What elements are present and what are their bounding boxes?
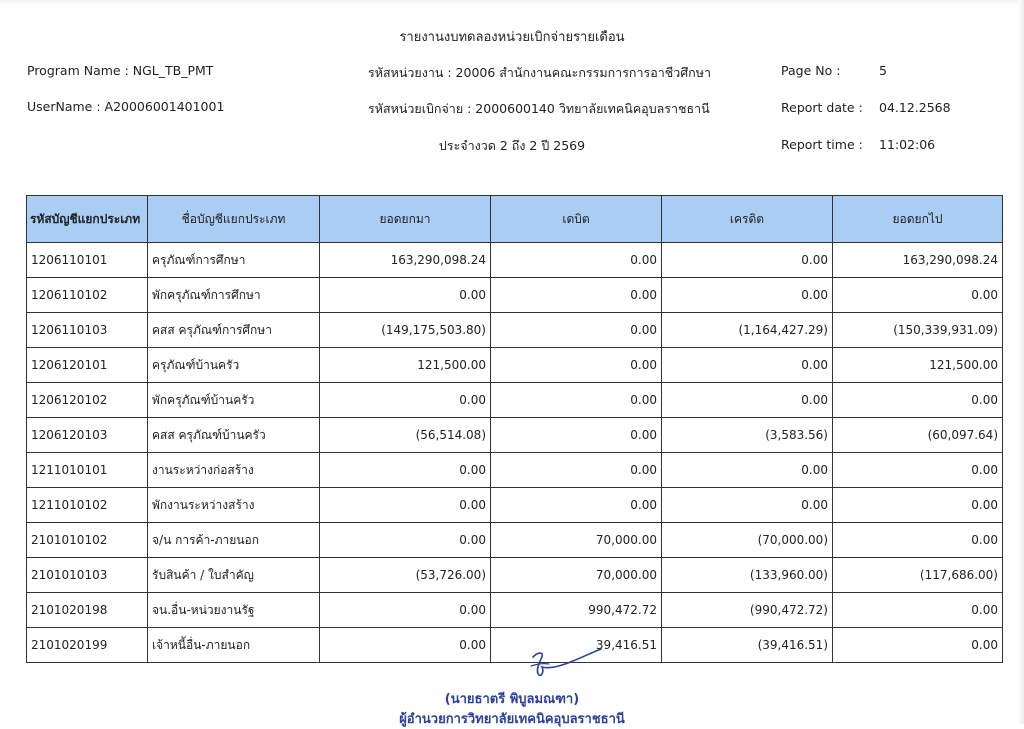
closing-balance-cell: 0.00 bbox=[833, 383, 1003, 418]
debit-cell: 0.00 bbox=[491, 453, 662, 488]
opening-balance-cell: 0.00 bbox=[320, 628, 491, 663]
table-row bbox=[27, 278, 1003, 313]
debit-cell: 0.00 bbox=[491, 348, 662, 383]
closing-balance-cell: 121,500.00 bbox=[833, 348, 1003, 383]
account-name-cell: พักครุภัณฑ์บ้านครัว bbox=[148, 383, 320, 418]
header-credit: เครดิต bbox=[662, 196, 833, 243]
table-row bbox=[27, 558, 1003, 593]
debit-cell: 0.00 bbox=[491, 243, 662, 278]
credit-cell: (990,472.72) bbox=[662, 593, 833, 628]
report-time-label: Report time : bbox=[781, 137, 863, 152]
opening-balance-cell: 0.00 bbox=[320, 383, 491, 418]
table-row bbox=[27, 453, 1003, 488]
account-code-cell: 2101010102 bbox=[27, 523, 148, 558]
page-no-label: Page No : bbox=[781, 63, 841, 78]
account-code-cell: 1206110101 bbox=[27, 243, 148, 278]
credit-cell: 0.00 bbox=[662, 278, 833, 313]
page-no-value: 5 bbox=[879, 63, 887, 78]
report-period: ประจำงวด 2 ถึง 2 ปี 2569 bbox=[438, 138, 586, 153]
debit-cell: 0.00 bbox=[491, 278, 662, 313]
user-name: UserName : A20006001401001 bbox=[27, 99, 225, 114]
signatory-name: (นายธาตรี พิบูลมณฑา) bbox=[444, 692, 580, 707]
closing-balance-cell: 0.00 bbox=[833, 523, 1003, 558]
credit-cell: 0.00 bbox=[662, 488, 833, 523]
opening-balance-cell: 163,290,098.24 bbox=[320, 243, 491, 278]
account-code-cell: 1206120102 bbox=[27, 383, 148, 418]
table-row bbox=[27, 313, 1003, 348]
table-header-row bbox=[27, 196, 1003, 243]
header-account-code: รหัสบัญชีแยกประเภท bbox=[27, 196, 148, 243]
closing-balance-cell: (60,097.64) bbox=[833, 418, 1003, 453]
scan-edge-right bbox=[1018, 0, 1024, 724]
scan-edge bbox=[0, 0, 1024, 6]
credit-cell: 0.00 bbox=[662, 453, 833, 488]
table-row bbox=[27, 383, 1003, 418]
closing-balance-cell: 0.00 bbox=[833, 453, 1003, 488]
agency-code: รหัสหน่วยงาน : 20006 สำนักงานคณะกรรมการการอาชีวศึกษา bbox=[368, 65, 712, 80]
account-code-cell: 1206120101 bbox=[27, 348, 148, 383]
signatory-position: ผู้อำนวยการวิทยาลัยเทคนิคอุบลราชธานี bbox=[399, 712, 625, 727]
credit-cell: (39,416.51) bbox=[662, 628, 833, 663]
opening-balance-cell: (56,514.08) bbox=[320, 418, 491, 453]
account-code-cell: 1206110103 bbox=[27, 313, 148, 348]
debit-cell: 990,472.72 bbox=[491, 593, 662, 628]
disbursement-unit: รหัสหน่วยเบิกจ่าย : 2000600140 วิทยาลัยเทคนิคอุบลราชธานี bbox=[368, 101, 710, 116]
table-body bbox=[27, 243, 1003, 663]
account-name-cell: ครุภัณฑ์บ้านครัว bbox=[148, 348, 320, 383]
table-row bbox=[27, 523, 1003, 558]
opening-balance-cell: 0.00 bbox=[320, 453, 491, 488]
account-code-cell: 2101010103 bbox=[27, 558, 148, 593]
opening-balance-cell: 0.00 bbox=[320, 523, 491, 558]
table-row bbox=[27, 418, 1003, 453]
credit-cell: 0.00 bbox=[662, 383, 833, 418]
table-row bbox=[27, 593, 1003, 628]
opening-balance-cell: (53,726.00) bbox=[320, 558, 491, 593]
credit-cell: (3,583.56) bbox=[662, 418, 833, 453]
closing-balance-cell: 0.00 bbox=[833, 593, 1003, 628]
debit-cell: 0.00 bbox=[491, 488, 662, 523]
account-code-cell: 1206110102 bbox=[27, 278, 148, 313]
debit-cell: 70,000.00 bbox=[491, 558, 662, 593]
program-name: Program Name : NGL_TB_PMT bbox=[27, 63, 214, 78]
opening-balance-cell: 0.00 bbox=[320, 488, 491, 523]
account-name-cell: งานระหว่างก่อสร้าง bbox=[148, 453, 320, 488]
table-row bbox=[27, 628, 1003, 663]
debit-cell: 70,000.00 bbox=[491, 523, 662, 558]
account-name-cell: คสส ครุภัณฑ์บ้านครัว bbox=[148, 418, 320, 453]
credit-cell: (133,960.00) bbox=[662, 558, 833, 593]
report-date-value: 04.12.2568 bbox=[879, 100, 951, 115]
account-code-cell: 1206120103 bbox=[27, 418, 148, 453]
header-debit: เดบิต bbox=[491, 196, 662, 243]
closing-balance-cell: 0.00 bbox=[833, 278, 1003, 313]
header-account-name: ชื่อบัญชีแยกประเภท bbox=[148, 196, 320, 243]
account-name-cell: ครุภัณฑ์การศึกษา bbox=[148, 243, 320, 278]
trial-balance-table bbox=[26, 195, 1003, 663]
closing-balance-cell: 0.00 bbox=[833, 628, 1003, 663]
account-name-cell: จ/น การค้า-ภายนอก bbox=[148, 523, 320, 558]
credit-cell: (70,000.00) bbox=[662, 523, 833, 558]
closing-balance-cell: (150,339,931.09) bbox=[833, 313, 1003, 348]
account-name-cell: พักงานระหว่างสร้าง bbox=[148, 488, 320, 523]
report-date-label: Report date : bbox=[781, 100, 863, 115]
debit-cell: 0.00 bbox=[491, 383, 662, 418]
credit-cell: 0.00 bbox=[662, 243, 833, 278]
account-code-cell: 2101020199 bbox=[27, 628, 148, 663]
credit-cell: (1,164,427.29) bbox=[662, 313, 833, 348]
debit-cell: 0.00 bbox=[491, 313, 662, 348]
report-time-value: 11:02:06 bbox=[879, 137, 936, 152]
account-code-cell: 2101020198 bbox=[27, 593, 148, 628]
debit-cell: 39,416.51 bbox=[491, 628, 662, 663]
report-title: รายงานงบทดลองหน่วยเบิกจ่ายรายเดือน bbox=[399, 30, 625, 45]
opening-balance-cell: 121,500.00 bbox=[320, 348, 491, 383]
credit-cell: 0.00 bbox=[662, 348, 833, 383]
table-row bbox=[27, 348, 1003, 383]
closing-balance-cell: 0.00 bbox=[833, 488, 1003, 523]
opening-balance-cell: 0.00 bbox=[320, 278, 491, 313]
table-row bbox=[27, 488, 1003, 523]
debit-cell: 0.00 bbox=[491, 418, 662, 453]
account-name-cell: พักครุภัณฑ์การศึกษา bbox=[148, 278, 320, 313]
header-closing-balance: ยอดยกไป bbox=[833, 196, 1003, 243]
account-name-cell: รับสินค้า / ใบสำคัญ bbox=[148, 558, 320, 593]
header-opening-balance: ยอดยกมา bbox=[320, 196, 491, 243]
account-name-cell: เจ้าหนี้อื่น-ภายนอก bbox=[148, 628, 320, 663]
opening-balance-cell: 0.00 bbox=[320, 593, 491, 628]
account-code-cell: 1211010101 bbox=[27, 453, 148, 488]
closing-balance-cell: (117,686.00) bbox=[833, 558, 1003, 593]
account-name-cell: จน.อื่น-หน่วยงานรัฐ bbox=[148, 593, 320, 628]
account-code-cell: 1211010102 bbox=[27, 488, 148, 523]
opening-balance-cell: (149,175,503.80) bbox=[320, 313, 491, 348]
account-name-cell: คสส ครุภัณฑ์การศึกษา bbox=[148, 313, 320, 348]
closing-balance-cell: 163,290,098.24 bbox=[833, 243, 1003, 278]
table-row bbox=[27, 243, 1003, 278]
signature-mark bbox=[527, 648, 605, 678]
